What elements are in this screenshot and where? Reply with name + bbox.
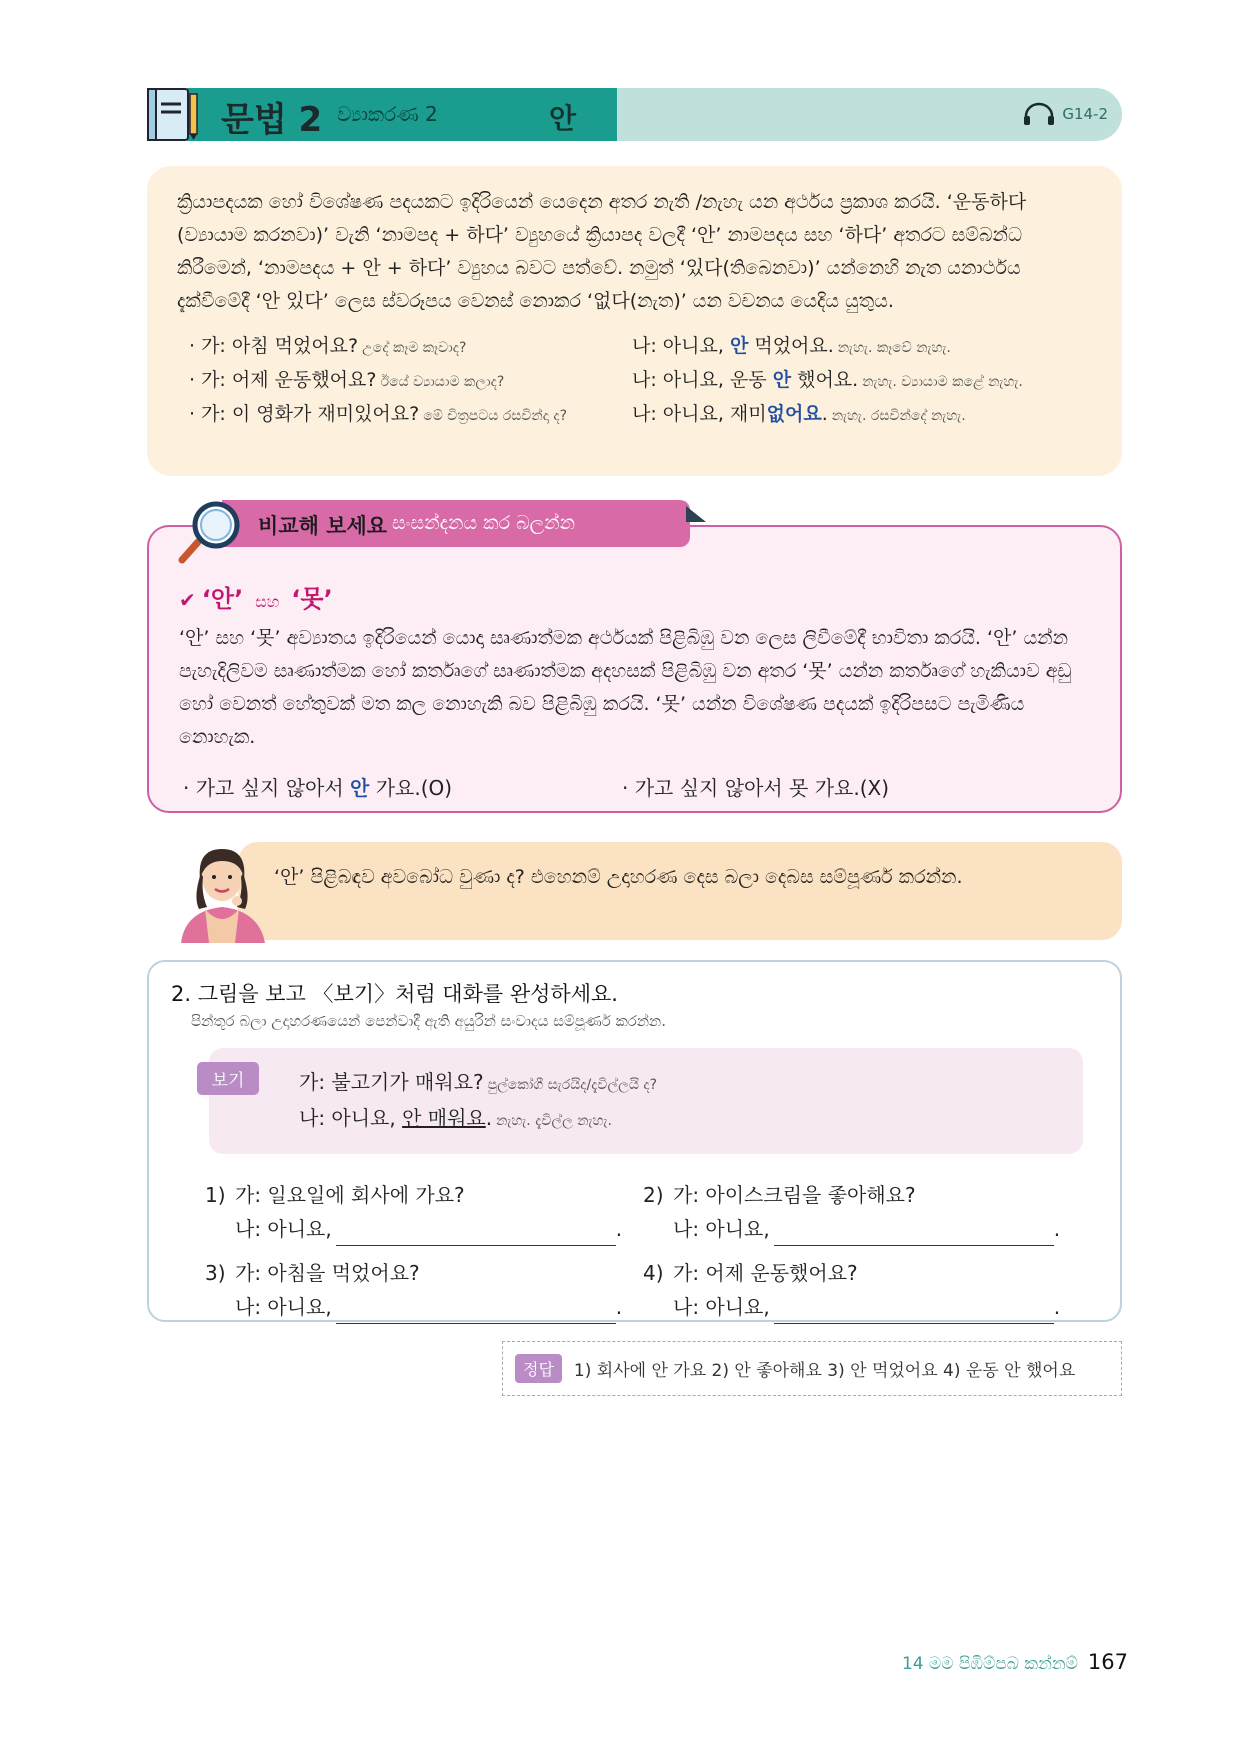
example-box xyxy=(209,1048,1083,1154)
example-badge: 보기 xyxy=(197,1062,259,1095)
check-icon: ✔ xyxy=(179,588,196,612)
answer-blank[interactable] xyxy=(336,1222,616,1246)
compare-text: ‘안’ සහ ‘못’ අව්‍යාතය ඉදිරියෙන් යොදා සෘණාත්මක අර්ථයක් පිළිබිඹු වන ලෙස ලිවීමේදී භාවිතා කරයි. ‘안’ යන්න පැහැදිලිවම සෘණාත්මක හෝ කර්තෘගේ සෘණාත්මක අදහසක් පිළිබිඹු වන අතර ‘못’ යන්න කර්තෘගේ හැකියාව අඩු හෝ වෙනත් හේතුවක් මත කල නොහැකි බව පිළිබිඹු කරයි. ‘못’ යන්න විශේෂණ පදයක් ඉදිරිපසට පැමිණිය නොහැක. xyxy=(179,627,1072,748)
item-answer-prefix: 나: 아니요, xyxy=(235,1295,332,1319)
book-icon xyxy=(147,88,199,141)
example-list xyxy=(177,330,1092,432)
compare-box xyxy=(147,525,1122,813)
item-question: 가: 어제 운동했어요? xyxy=(673,1261,858,1285)
grammar-title: 문법 2 xyxy=(221,100,323,140)
headphones-icon xyxy=(1022,102,1056,126)
audio-track[interactable] xyxy=(1022,102,1108,126)
answer-blank[interactable] xyxy=(774,1222,1054,1246)
example-answer: 나: 아니요, 재미 xyxy=(632,403,767,425)
item-question: 가: 아침을 먹었어요? xyxy=(235,1261,420,1285)
example-answer xyxy=(299,1102,612,1131)
grammar-topic: 안 xyxy=(549,102,577,135)
item-number: 4) xyxy=(643,1261,664,1285)
answer-blank[interactable] xyxy=(774,1300,1054,1324)
example-question-gloss: මේ චිත්‍රපටය රසවින්දා ද? xyxy=(423,408,568,424)
list-item xyxy=(177,330,1092,364)
item-number: 1) xyxy=(205,1183,226,1207)
exercise-item: 1) 가: 일요일에 회사에 가요? 나: 아니요, . xyxy=(205,1178,622,1246)
section-header xyxy=(147,88,1122,141)
compare-conjunction: සහ xyxy=(255,592,280,611)
item-question: 가: 아이스크림을 좋아해요? xyxy=(673,1183,916,1207)
page-number: 167 xyxy=(1087,1650,1128,1674)
example-question: · 가: 이 영화가 재미있어요? xyxy=(189,403,420,425)
magnifier-icon xyxy=(178,500,244,564)
teacher-illustration xyxy=(175,837,270,945)
item-answer-prefix: 나: 아니요, xyxy=(673,1217,770,1241)
list-item xyxy=(177,398,1092,432)
item-question: 가: 일요일에 회사에 가요? xyxy=(235,1183,465,1207)
example-answer: 나: 아니요, xyxy=(632,335,730,357)
example-answer-end: . xyxy=(485,1106,493,1130)
example-answer-highlight: 안 xyxy=(772,369,792,391)
answer-key xyxy=(502,1341,1122,1396)
compare-term-a: ‘안’ xyxy=(201,585,244,613)
example-answer: 나: 아니요, 운동 xyxy=(632,369,773,391)
example-question-text: 가: 불고기가 매워요? xyxy=(299,1070,484,1094)
answer-badge: 정답 xyxy=(515,1354,562,1383)
compare-example-end: 가요.(O) xyxy=(369,776,453,800)
compare-example-wrong: · 가고 싶지 않아서 못 가요.(X) xyxy=(622,776,890,800)
example-answer-gloss: නැහැ. රසවින්දේ නැහැ. xyxy=(831,408,966,424)
item-number: 2) xyxy=(643,1183,664,1207)
item-answer-prefix: 나: 아니요, xyxy=(673,1295,770,1319)
exercise-box xyxy=(147,960,1122,1322)
example-answer-end: 했어요. xyxy=(791,369,859,391)
teacher-prompt: ‘안’ පිළිබඳව අවබෝධ වුණා ද? එහෙනම් උදාහරණ දෙස බලා දෙබස සම්පූර්ණ කරන්න. xyxy=(238,842,1122,940)
explanation-text: ක්‍රියාපදයක හෝ විශේෂණ පදයකට ඉදිරියෙන් යෙදෙන අතර නැති /නැහැ යන අර්ථය ප්‍රකාශ කරයි. ‘운동하다(ව්‍යායාම කරනවා)’ වැනි ‘නාමපද + 하다’ ව්‍යුහයේ ක්‍රියාපද වලදී ‘안’ නාමපදය සහ ‘하다’ අතරට සම්බන්ධ කිරීමෙන්, ‘නාමපදය + 안 + 하다’ ව්‍යුහය බවට පත්වේ. නමුත් ‘있다(තිබෙනවා)’ යන්නෙහි නැත යනාර්ථය දැක්වීමේදී ‘안 있다’ ලෙස ස්වරූපය වෙනස් නොකර ‘없다(නැත)’ යන වචනය යෙදිය යුතුය. xyxy=(177,191,1027,312)
compare-term-b: ‘못’ xyxy=(291,585,333,613)
exercise-subtitle: පින්තූර බලා උදාහරණයෙන් පෙන්වාදී ඇති අයුරින් සංවාදය සම්පූර්ණ කරන්න. xyxy=(191,1012,666,1030)
example-question: · 가: 어제 운동했어요? xyxy=(189,369,377,391)
example-question xyxy=(299,1066,657,1095)
compare-label-sinhala: සංසන්දනය කර බලන්න xyxy=(392,512,576,534)
item-number: 3) xyxy=(205,1261,226,1285)
compare-example-correct xyxy=(179,772,622,801)
list-item xyxy=(177,364,1092,398)
compare-label: 비교해 보세요 xyxy=(258,514,388,538)
example-answer-gloss: නැහැ. ව්‍යායාම කළේ නැහැ. xyxy=(862,374,1023,390)
example-question-gloss: පුල්කෝගී සැරයිද/දැවිල්ලයි ද? xyxy=(487,1077,658,1093)
compare-example-text: · 가고 싶지 않아서 xyxy=(183,776,351,800)
compare-examples xyxy=(179,772,1090,801)
example-answer-end: . xyxy=(821,403,828,425)
example-question-gloss: ඊයේ ව්‍යායාම කලාද? xyxy=(380,374,505,390)
compare-heading xyxy=(179,579,1090,614)
example-answer-gloss: නැහැ. දැවිල්ල නැහැ. xyxy=(496,1113,612,1129)
explanation-box xyxy=(147,166,1122,476)
exercise-item: 4) 가: 어제 운동했어요? 나: 아니요, . xyxy=(643,1256,1060,1324)
answer-blank[interactable] xyxy=(336,1300,616,1324)
answer-text: 1) 회사에 안 가요 2) 안 좋아해요 3) 안 먹었어요 4) 운동 안 했어요 xyxy=(573,1361,1076,1381)
compare-example-highlight: 안 xyxy=(350,776,370,800)
page-footer xyxy=(902,1650,1128,1674)
example-answer-highlight: 없어요 xyxy=(766,403,822,425)
item-answer-prefix: 나: 아니요, xyxy=(235,1217,332,1241)
example-answer-underlined: 안 매워요 xyxy=(402,1106,486,1130)
chapter-label: 14 මම පිඹිම්පබ කන්නම් xyxy=(901,1654,1078,1674)
exercise-item: 2) 가: 아이스크림을 좋아해요? 나: 아니요, . xyxy=(643,1178,1060,1246)
example-question: · 가: 아침 먹었어요? xyxy=(189,335,359,357)
exercise-title: 2. 그림을 보고 〈보기〉처럼 대화를 완성하세요. xyxy=(171,982,618,1006)
exercise-item: 3) 가: 아침을 먹었어요? 나: 아니요, . xyxy=(205,1256,622,1324)
audio-code: G14-2 xyxy=(1062,105,1108,123)
example-question-gloss: උදේ කෑම කෑවාද? xyxy=(362,340,467,356)
example-answer-end: 먹었어요. xyxy=(748,335,834,357)
grammar-subtitle: ව්‍යාකරණ 2 xyxy=(337,102,438,126)
example-answer-text: 나: 아니요, xyxy=(299,1106,403,1130)
example-answer-gloss: නැහැ. කෑවේ නැහැ. xyxy=(837,340,951,356)
example-answer-highlight: 안 xyxy=(729,335,749,357)
